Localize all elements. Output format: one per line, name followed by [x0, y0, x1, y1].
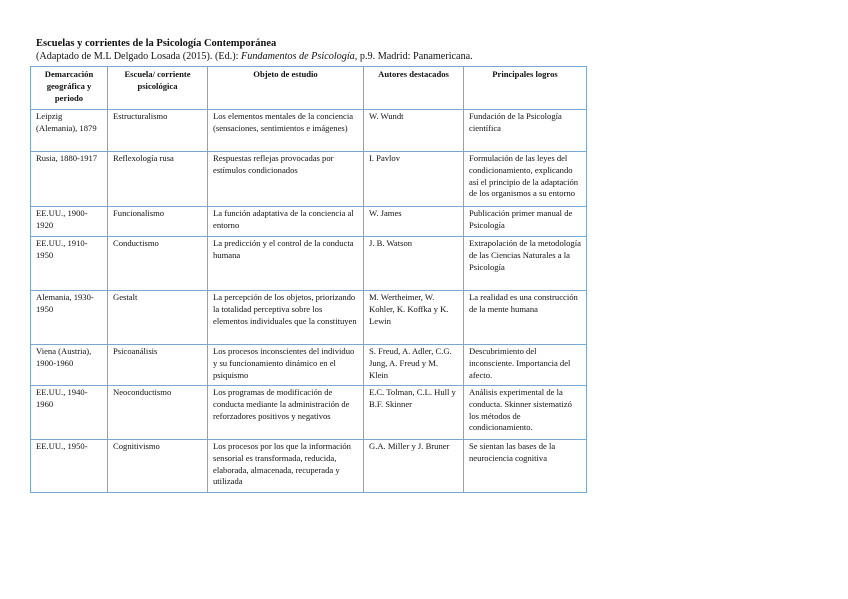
table-row [31, 237, 587, 291]
cell-achievements: Análisis experimental de la conducta. Skinner sistematizó los métodos de condicionamiento. [464, 386, 587, 440]
header-demarcation: Demarcación geográfica y periodo [31, 67, 108, 110]
header-object-of-study: Objeto de estudio [208, 67, 364, 110]
document-subtitle [36, 51, 473, 63]
cell-authors: W. Wundt [364, 110, 464, 152]
header-achievements: Principales logros [464, 67, 587, 110]
cell-demarcation: EE.UU., 1940-1960 [31, 386, 108, 440]
cell-demarcation: Rusia, 1880-1917 [31, 152, 108, 207]
cell-achievements: Fundación de la Psicología científica [464, 110, 587, 152]
header-school: Escuela/ corriente psicológica [108, 67, 208, 110]
table-row [31, 291, 587, 345]
cell-object: Los elementos mentales de la conciencia (sensaciones, sentimientos e imágenes) [208, 110, 364, 152]
cell-achievements: Formulación de las leyes del condicionamiento, explicando así el principio de la adaptación de los organismos a su entorno [464, 152, 587, 207]
cell-authors: M. Wertheimer, W. Kohler, K. Koffka y K. Lewin [364, 291, 464, 345]
cell-achievements: La realidad es una construcción de la mente humana [464, 291, 587, 345]
cell-school: Neoconductismo [108, 386, 208, 440]
table-row [31, 386, 587, 440]
schools-table [30, 66, 587, 493]
cell-achievements: Descubrimiento del inconsciente. Importancia del afecto. [464, 345, 587, 386]
table-row [31, 152, 587, 207]
table-header-row [31, 67, 587, 110]
cell-demarcation: EE.UU., 1950- [31, 440, 108, 493]
cell-demarcation: Leipzig (Alemania), 1879 [31, 110, 108, 152]
subtitle-publisher: , p.9. Madrid: Panamericana. [354, 51, 473, 62]
cell-school: Conductismo [108, 237, 208, 291]
cell-object: Los procesos inconscientes del individuo y su funcionamiento dinámico en el psiquismo [208, 345, 364, 386]
cell-demarcation: EE.UU., 1910-1950 [31, 237, 108, 291]
cell-authors: W. James [364, 207, 464, 237]
cell-demarcation: Viena (Austria), 1900-1960 [31, 345, 108, 386]
cell-demarcation: Alemania, 1930-1950 [31, 291, 108, 345]
cell-object: Los programas de modificación de conducta mediante la administración de reforzadores positivos y negativos [208, 386, 364, 440]
cell-authors: E.C. Tolman, C.L. Hull y B.F. Skinner [364, 386, 464, 440]
cell-school: Estructuralismo [108, 110, 208, 152]
subtitle-book-title: Fundamentos de Psicología [241, 51, 355, 62]
cell-demarcation: EE.UU., 1900-1920 [31, 207, 108, 237]
cell-object: La percepción de los objetos, priorizando la totalidad perceptiva sobre los elementos individuales que la constituyen [208, 291, 364, 345]
table-row [31, 207, 587, 237]
cell-authors: J. B. Watson [364, 237, 464, 291]
cell-authors: G.A. Miller y J. Bruner [364, 440, 464, 493]
cell-school: Gestalt [108, 291, 208, 345]
cell-authors: S. Freud, A. Adler, C.G. Jung, A. Freud y M. Klein [364, 345, 464, 386]
table-row [31, 440, 587, 493]
table-row [31, 110, 587, 152]
cell-object: La función adaptativa de la conciencia al entorno [208, 207, 364, 237]
subtitle-source: (Adaptado de M.L Delgado Losada (2015). (Ed.): [36, 51, 242, 62]
cell-school: Cognitivismo [108, 440, 208, 493]
table-row [31, 345, 587, 386]
cell-authors: I. Pavlov [364, 152, 464, 207]
cell-object: Respuestas reflejas provocadas por estímulos condicionados [208, 152, 364, 207]
cell-school: Reflexología rusa [108, 152, 208, 207]
cell-achievements: Extrapolación de la metodología de las Ciencias Naturales a la Psicología [464, 237, 587, 291]
cell-object: Los procesos por los que la información sensorial es transformada, reducida, elaborada, almacenada, recuperada y utilizada [208, 440, 364, 493]
header-authors: Autores destacados [364, 67, 464, 110]
cell-school: Funcionalismo [108, 207, 208, 237]
document-title: Escuelas y corrientes de la Psicología Contemporánea [36, 38, 277, 49]
cell-achievements: Se sientan las bases de la neurociencia cognitiva [464, 440, 587, 493]
cell-achievements: Publicación primer manual de Psicología [464, 207, 587, 237]
cell-school: Psicoanálisis [108, 345, 208, 386]
cell-object: La predicción y el control de la conducta humana [208, 237, 364, 291]
